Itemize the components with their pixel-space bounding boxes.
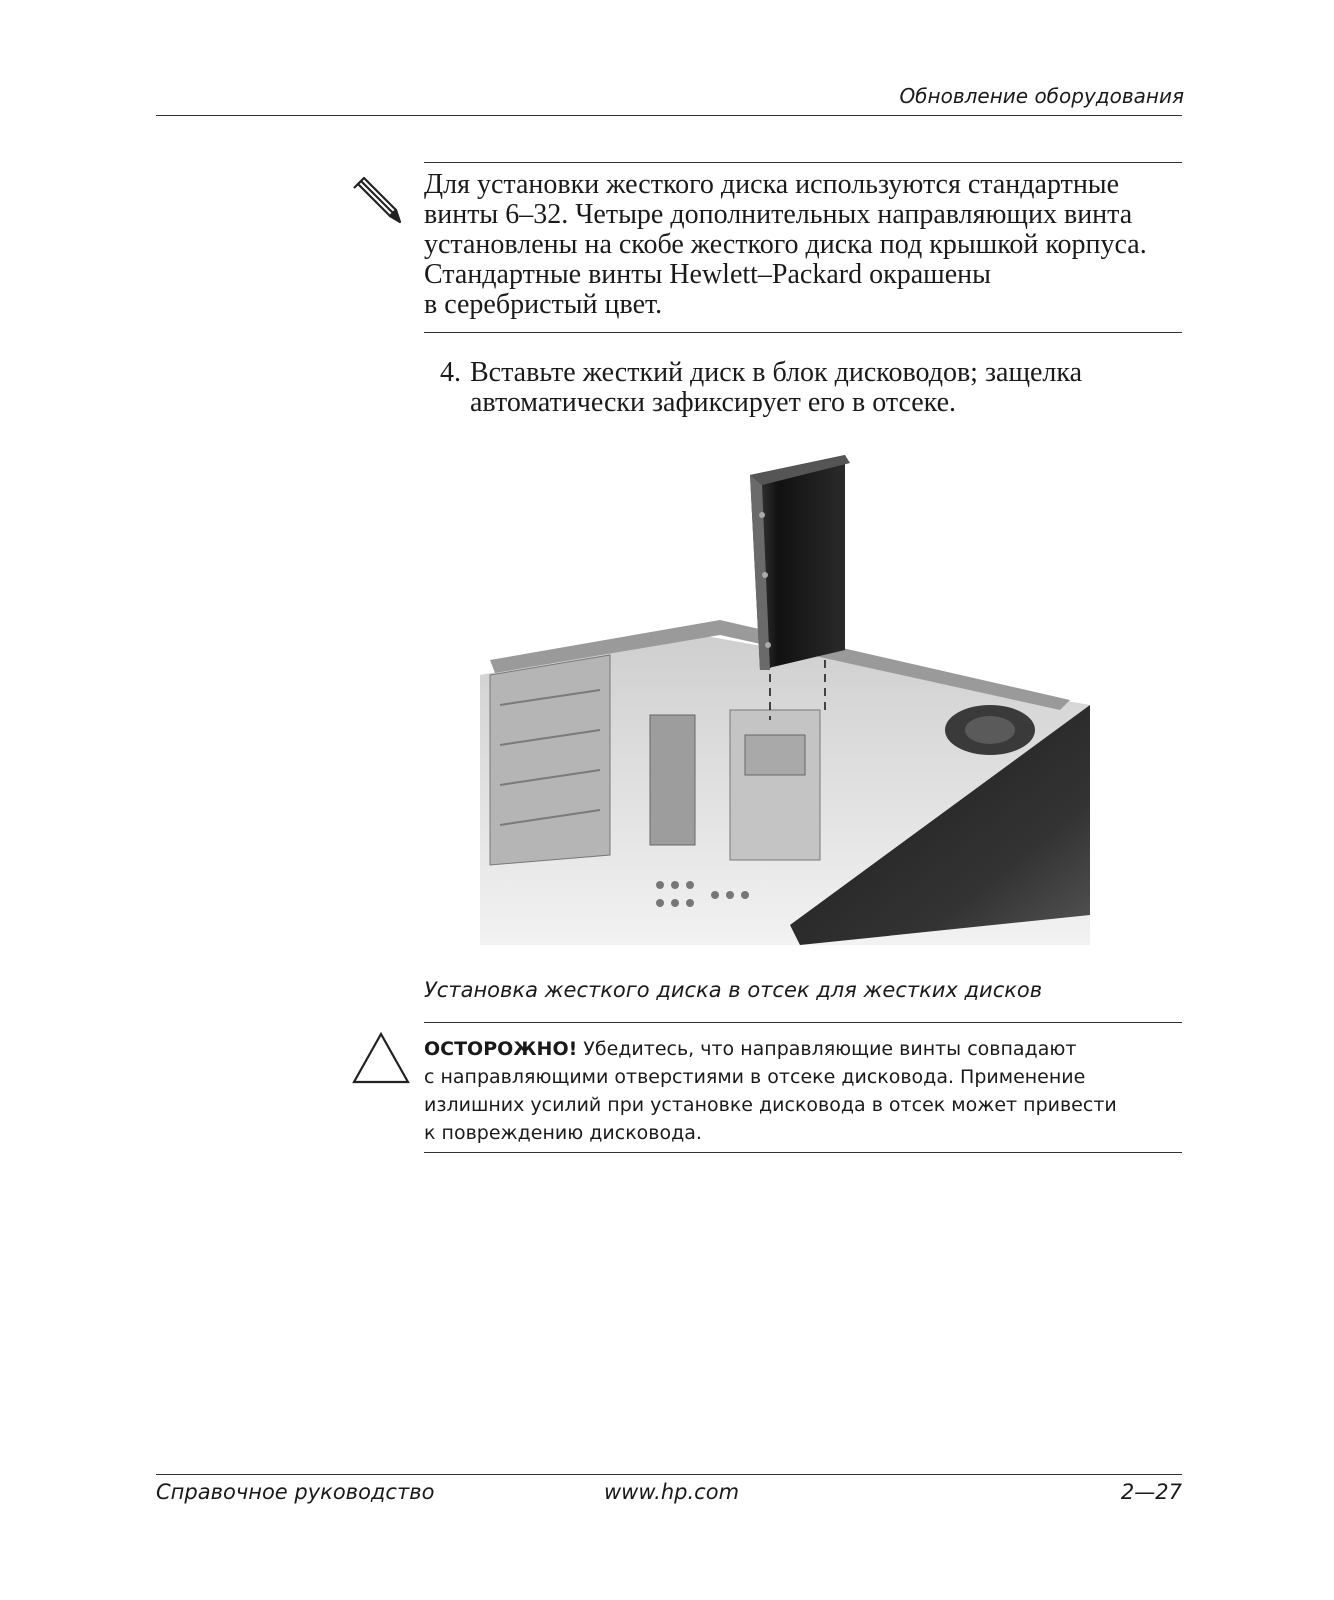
note-top-rule — [424, 162, 1182, 163]
note-line: Для установки жесткого диска используются стандартные — [424, 169, 1120, 200]
warning-line: к повреждению дисковода. — [424, 1122, 702, 1144]
step-line: автоматически зафиксирует его в отсеке. — [470, 387, 956, 418]
hard-drive-insertion-illustration — [470, 445, 1120, 957]
warning-label: ОСТОРОЖНО! — [424, 1038, 578, 1060]
note-line: Стандартные винты Hewlett–Packard окрашены — [424, 259, 991, 290]
pencil-note-icon — [350, 172, 402, 224]
warning-text — [424, 1035, 1184, 1147]
footer-title: Справочное руководство — [156, 1480, 435, 1504]
footer-url: www.hp.com — [604, 1480, 740, 1504]
step-number: 4. — [440, 357, 461, 388]
header-rule — [156, 115, 1182, 116]
note-text — [424, 170, 1204, 320]
note-line: установлены на скобе жесткого диска под крышкой корпуса. — [424, 229, 1147, 260]
warning-line: излишних усилий при установке дисковода в отсек может привести — [424, 1094, 1117, 1116]
warning-first-line — [424, 1035, 1184, 1063]
footer-rule — [156, 1474, 1182, 1475]
warning-triangle-icon — [350, 1030, 412, 1086]
note-line: в серебристый цвет. — [424, 289, 663, 320]
figure-caption: Установка жесткого диска в отсек для жестких дисков — [424, 978, 1043, 1002]
step-line: Вставьте жесткий диск в блок дисководов; защелка — [470, 357, 1083, 388]
warning-first-text: Убедитесь, что направляющие винты совпадают — [577, 1038, 1077, 1060]
warning-line: с направляющими отверстиями в отсеке дисковода. Применение — [424, 1066, 1086, 1088]
warning-top-rule — [424, 1022, 1182, 1023]
running-head: Обновление оборудования — [899, 84, 1184, 108]
note-line: винты 6–32. Четыре дополнительных направляющих винта — [424, 199, 1133, 230]
warning-bottom-rule — [424, 1152, 1182, 1153]
page-number: 2—27 — [1120, 1480, 1182, 1504]
note-bottom-rule — [424, 332, 1182, 333]
